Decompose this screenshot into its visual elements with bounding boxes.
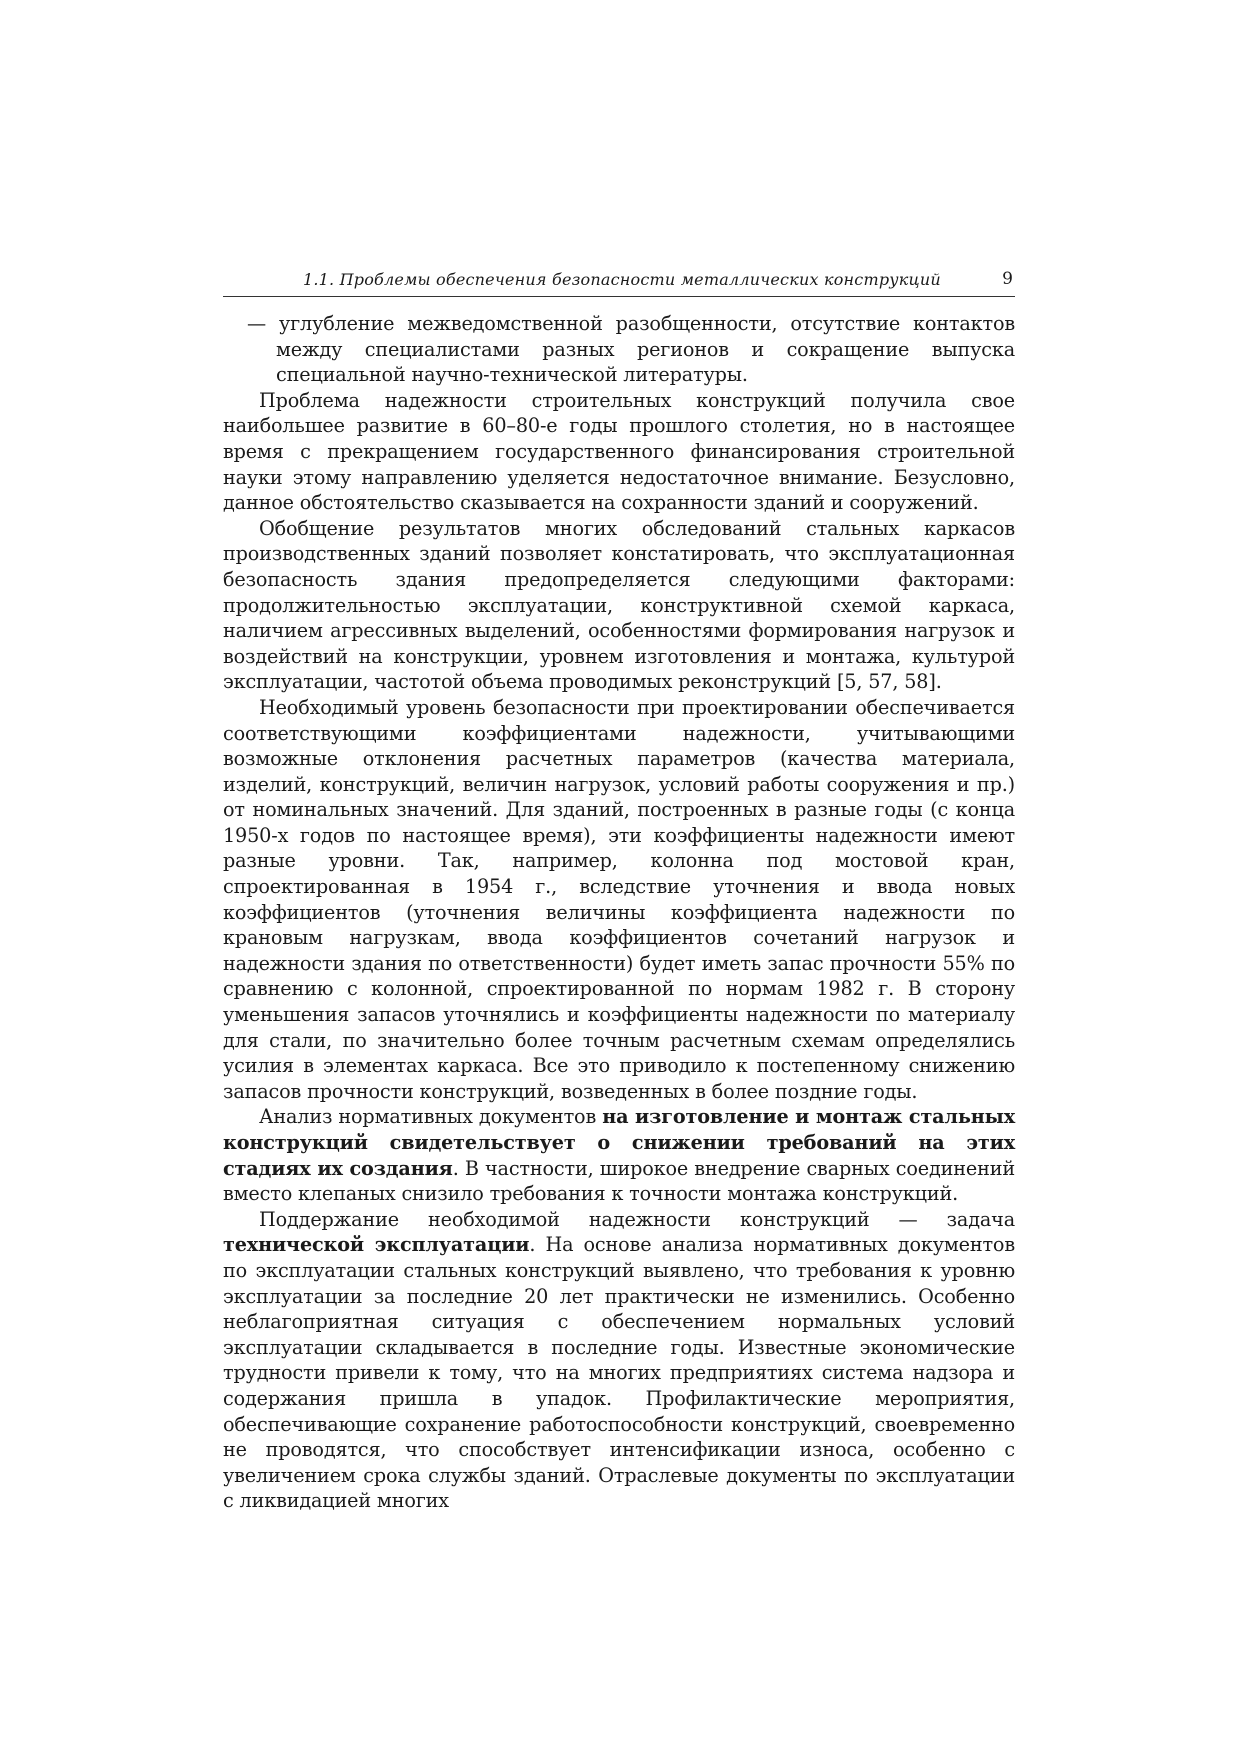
paragraph-text: Анализ нормативных документов <box>259 1105 603 1129</box>
book-page <box>223 268 1015 1514</box>
paragraph-design-safety: Необходимый уровень безопасности при проектировании обеспечивается соответствующими коэффициентами надежности, учитывающими возможные отклонения расчетных параметров (качества материала, изделий, конструкций, величин нагрузок, условий работы сооружения и пр.) от номинальных значений. Для зданий, построенных в разные годы (с конца 1950-х годов по настоящее время), эти коэффициенты надежности имеют разные уровни. Так, например, колонна под мостовой кран, спроектированная в 1954 г., вследствие уточнения и ввода новых коэффициентов (уточнения величины коэффициента надежности по крановым нагрузкам, ввода коэффициентов сочетаний нагрузок и надежности здания по ответственности) будет иметь запас прочности 55% по сравнению с колонной, спроектированной по нормам 1982 г. В сторону уменьшения запасов уточнялись и коэффициенты надежности по материалу для стали, по значительно более точным расчетным схемам определялись усилия в элементах каркаса. Все это приводило к постепенному снижению запасов прочности конструкций, возведенных в более поздние годы. <box>223 695 1015 1103</box>
running-title: 1.1. Проблемы обеспечения безопасности металлических конструкций <box>303 270 941 289</box>
paragraph-text: . В частности, широкое внедрение сварных соединений вместо клепаных снизило требования к точности монтажа конструкций. <box>223 1156 1016 1206</box>
bold-emphasis: технической эксплуатации <box>223 1233 530 1257</box>
paragraph-technical-operation <box>223 1207 1015 1514</box>
paragraph-reliability-problem: Проблема надежности строительных конструкций получила свое наибольшее развитие в 60–80-е годы прошлого столетия, но в настоящее время с прекращением государственного финансирования строительной науки этому направлению уделяется недостаточное внимание. Безусловно, данное обстоятельство сказывается на сохранности зданий и сооружений. <box>223 388 1015 515</box>
paragraph-text: Поддержание необходимой надежности конструкций — задача <box>259 1207 1015 1231</box>
page-number: 9 <box>1002 269 1013 289</box>
paragraph-survey-results: Обобщение результатов многих обследований стальных каркасов производственных зданий позволяет констатировать, что эксплуатационная безопасность здания предопределяется следующими факторами: продолжительностью эксплуатации, конструктивной схемой каркаса, наличием агрессивных выделений, особенностями формирования нагрузок и воздействий на конструкции, уровнем изготовления и монтажа, культурой эксплуатации, частотой объема проводимых реконструкций [5, 57, 58]. <box>223 516 1015 694</box>
paragraph-text: . На основе анализа нормативных документов по эксплуатации стальных конструкций выявлено, что требования к уровню эксплуатации за последние 20 лет практически не изменились. Особенно неблагоприятная ситуация с обеспечением нормальных условий эксплуатации складывается в последние годы. Известные экономические трудности привели к тому, что на многих предприятиях система надзора и содержания пришла в упадок. Профилактические мероприятия, обеспечивающие сохранение работоспособности конструкций, своевременно не проводятся, что способствует интенсификации износа, особенно с увеличением срока службы зданий. Отраслевые документы по эксплуатации с ликвидацией многих <box>223 1233 1015 1513</box>
body-text <box>223 311 1015 1514</box>
bold-emphasis: на изготовление и монтаж стальных конструкций свидетельствует о снижении требований на этих стадиях их создания <box>223 1105 1015 1180</box>
running-header <box>223 268 1015 297</box>
paragraph-normative-analysis <box>223 1104 1015 1206</box>
list-item-dash: — углубление межведомственной разобщенности, отсутствие контактов между специалистами разных регионов и сокращение выпуска специальной научно-технической литературы. <box>247 312 1015 387</box>
